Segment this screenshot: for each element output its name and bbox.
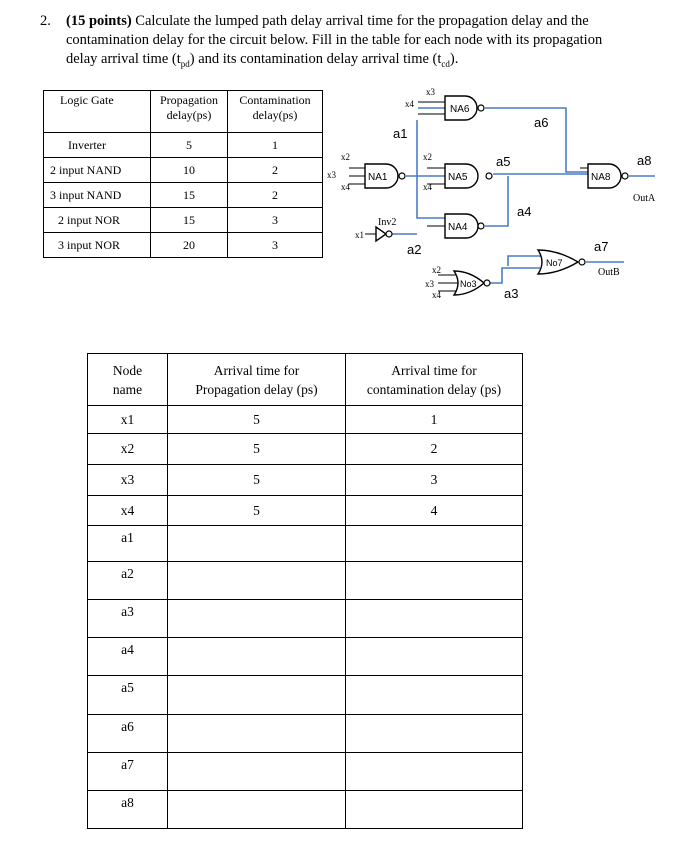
nand-gate-na1 (365, 164, 405, 188)
cont-arrival-cell[interactable] (346, 715, 523, 753)
node-label-a6: a6 (534, 115, 549, 130)
nor-gate-no3 (454, 271, 490, 295)
input-label: x2 (341, 152, 350, 162)
gate-prop-delay: 10 (151, 158, 228, 183)
tpd-subscript: pd (180, 58, 190, 69)
prop-arrival-cell[interactable] (168, 715, 346, 753)
node-row (88, 753, 523, 791)
node-name-cell: a8 (88, 791, 168, 829)
output-labels (598, 193, 656, 278)
node-header-contamination (346, 354, 523, 406)
node-row (88, 526, 523, 562)
prop-arrival-cell[interactable]: 5 (168, 465, 346, 496)
node-row (88, 434, 523, 465)
node-label-a8: a8 (637, 153, 652, 168)
gate-prop-delay: 5 (151, 133, 228, 158)
node-row (88, 638, 523, 676)
gate-label-na4: NA4 (448, 222, 468, 233)
node-name-cell: a3 (88, 600, 168, 638)
gate-header-propagation: Propagation delay(ps) (151, 91, 228, 133)
node-name-cell: a1 (88, 526, 168, 562)
gate-name: 3 input NAND (44, 183, 151, 208)
nand-gate-na6 (445, 96, 484, 120)
prop-arrival-cell[interactable] (168, 600, 346, 638)
input-label: x1 (355, 230, 364, 240)
node-name-cell: x3 (88, 465, 168, 496)
gate-row (44, 208, 323, 233)
gate-prop-delay: 15 (151, 183, 228, 208)
gate-label-no3: No3 (460, 279, 477, 289)
gate-prop-delay: 15 (151, 208, 228, 233)
question-line1: Calculate the lumped path delay arrival time for the propagation delay and the (135, 13, 589, 29)
gate-row (44, 133, 323, 158)
cont-arrival-cell[interactable]: 4 (346, 496, 523, 526)
node-name-cell: a2 (88, 562, 168, 600)
question-points: (15 points) (66, 13, 132, 29)
node-row (88, 600, 523, 638)
gate-cont-delay: 3 (228, 208, 323, 233)
inverter-inv2 (376, 217, 396, 241)
cont-arrival-cell[interactable] (346, 638, 523, 676)
node-arrival-table (87, 353, 523, 829)
header-line: contamination delay (ps) (366, 381, 502, 397)
cont-arrival-cell[interactable] (346, 753, 523, 791)
gate-name: Inverter (44, 133, 151, 158)
gate-label-inv2: Inv2 (378, 217, 397, 228)
circuit-diagram (300, 82, 680, 312)
question-line2: contamination delay for the circuit below. Fill in the table for each node with its propagation (66, 32, 603, 48)
input-label: x3 (426, 87, 435, 97)
gate-cont-delay: 1 (228, 133, 323, 158)
question-line3a: delay arrival time (t (66, 51, 181, 67)
cont-arrival-cell[interactable] (346, 791, 523, 829)
cont-arrival-cell[interactable] (346, 526, 523, 562)
prop-arrival-cell[interactable] (168, 638, 346, 676)
gate-label-na5: NA5 (448, 172, 468, 183)
cont-arrival-cell[interactable]: 2 (346, 434, 523, 465)
gate-name: 2 input NOR (44, 208, 151, 233)
prop-arrival-cell[interactable] (168, 676, 346, 715)
tcd-subscript: cd (441, 58, 450, 69)
node-row (88, 465, 523, 496)
node-header-propagation (168, 354, 346, 406)
question-line3b: ) and its contamination delay arrival time (t (189, 51, 442, 67)
node-name-cell: a5 (88, 676, 168, 715)
node-name-cell: a6 (88, 715, 168, 753)
gate-header-name: Logic Gate (44, 91, 151, 133)
header-line: Node (112, 362, 143, 378)
cont-arrival-cell[interactable] (346, 676, 523, 715)
gate-label-na6: NA6 (450, 104, 470, 115)
cont-arrival-cell[interactable]: 3 (346, 465, 523, 496)
node-name-cell: a7 (88, 753, 168, 791)
prop-arrival-cell[interactable] (168, 753, 346, 791)
output-label-outa: OutA (633, 193, 656, 204)
node-label-a3: a3 (504, 286, 519, 301)
question-number: 2. (40, 13, 51, 29)
node-row (88, 676, 523, 715)
gate-cont-delay: 3 (228, 233, 323, 258)
input-label: x3 (425, 279, 434, 289)
gate-label-na1: NA1 (368, 172, 388, 183)
input-label: x4 (432, 290, 441, 300)
gate-prop-delay: 20 (151, 233, 228, 258)
gate-delay-table (43, 90, 323, 258)
prop-arrival-cell[interactable]: 5 (168, 496, 346, 526)
nand-gate-na4 (445, 214, 484, 238)
header-line: Propagation delay (ps) (195, 381, 318, 397)
node-name-cell: x2 (88, 434, 168, 465)
input-label: x4 (423, 182, 432, 192)
question-text (66, 12, 660, 74)
gate-row (44, 233, 323, 258)
prop-arrival-cell[interactable] (168, 562, 346, 600)
node-name-cell: x4 (88, 496, 168, 526)
header-line: Arrival time for (391, 362, 477, 378)
node-label-a4: a4 (517, 204, 532, 219)
node-row (88, 496, 523, 526)
gate-name: 3 input NOR (44, 233, 151, 258)
cont-arrival-cell[interactable]: 1 (346, 406, 523, 434)
node-row (88, 562, 523, 600)
nand-gate-na5 (445, 164, 492, 188)
output-label-outb: OutB (598, 267, 620, 278)
input-label: x2 (432, 265, 441, 275)
prop-arrival-cell[interactable]: 5 (168, 406, 346, 434)
header-line: name (112, 381, 143, 397)
gate-cont-delay: 2 (228, 183, 323, 208)
nor-gate-no7 (538, 250, 585, 274)
cont-arrival-cell[interactable] (346, 600, 523, 638)
input-label: x3 (327, 170, 336, 180)
gate-row (44, 158, 323, 183)
node-label-a2: a2 (407, 242, 422, 257)
gate-label-no7: No7 (546, 258, 563, 268)
nand-gate-na8 (588, 164, 628, 188)
node-label-a1: a1 (393, 126, 408, 141)
gate-row (44, 183, 323, 208)
prop-arrival-cell[interactable]: 5 (168, 434, 346, 465)
cont-arrival-cell[interactable] (346, 562, 523, 600)
node-label-a7: a7 (594, 239, 609, 254)
header-line: Arrival time for (213, 362, 300, 378)
node-row (88, 715, 523, 753)
input-label: x4 (405, 99, 414, 109)
input-labels (327, 87, 442, 300)
node-row (88, 791, 523, 829)
node-name-cell: a4 (88, 638, 168, 676)
gate-name: 2 input NAND (44, 158, 151, 183)
input-label: x2 (423, 152, 432, 162)
gate-cont-delay: 2 (228, 158, 323, 183)
gate-header-contamination: Contamination delay(ps) (228, 91, 323, 133)
prop-arrival-cell[interactable] (168, 791, 346, 829)
gate-label-na8: NA8 (591, 172, 611, 183)
input-label: x4 (341, 182, 350, 192)
prop-arrival-cell[interactable] (168, 526, 346, 562)
wires (386, 108, 655, 283)
node-label-a5: a5 (496, 154, 511, 169)
question-line3c: ). (449, 51, 459, 67)
node-row (88, 406, 523, 434)
node-name-cell: x1 (88, 406, 168, 434)
node-header-name (88, 354, 168, 406)
